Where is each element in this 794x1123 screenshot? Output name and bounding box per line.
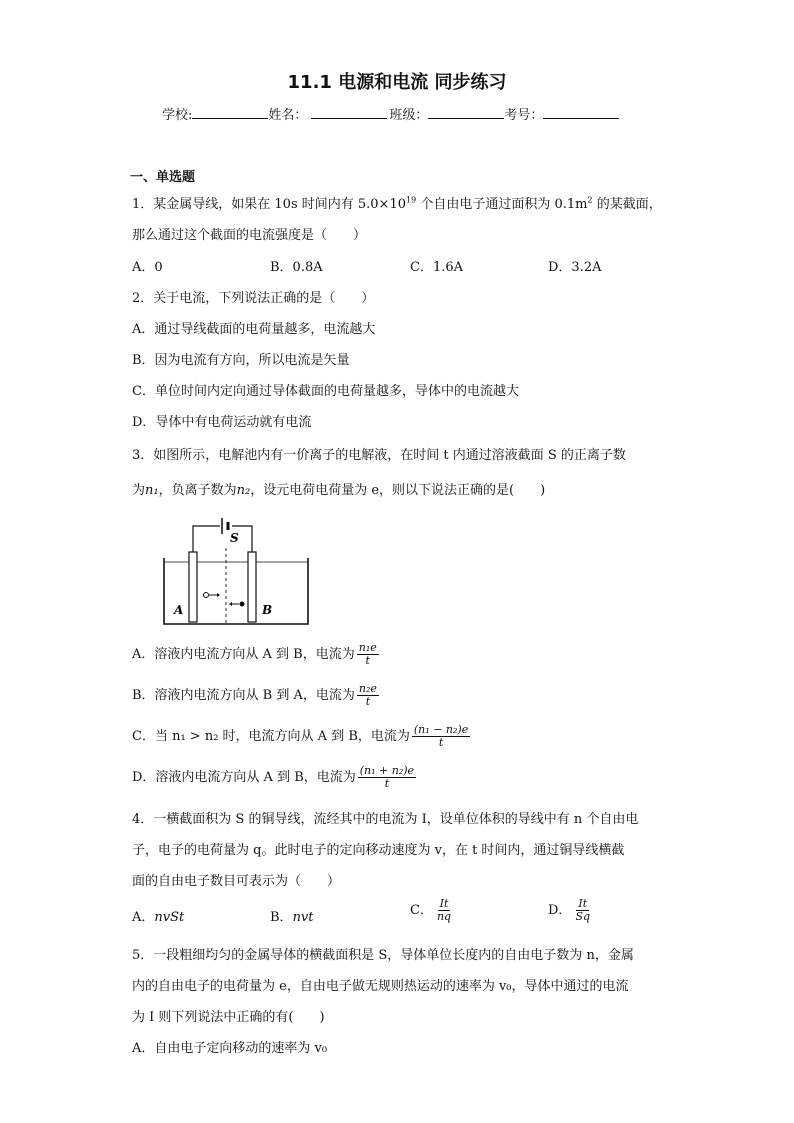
q3-option-b-text: B．溶液内电流方向从 B 到 A，电流为: [132, 688, 355, 703]
q4-option-b[interactable]: [270, 906, 314, 925]
number-label: 考号：: [504, 108, 544, 123]
school-blank[interactable]: [192, 106, 268, 119]
q5-stem-line3: 为 I 则下列说法中正确的有( ): [132, 1010, 325, 1025]
q4-option-d-label: D．: [548, 903, 572, 918]
q3-stem-line2: [132, 479, 545, 498]
fraction-numerator: It: [578, 897, 588, 910]
fraction-denominator: t: [365, 654, 370, 667]
q3-option-d[interactable]: [132, 765, 416, 790]
q3-stem-line1: 3．如图所示，电解池内有一价离子的电解液，在时间 t 内通过溶液截面 S 的正离子数: [132, 448, 626, 463]
name-label: 姓名：: [268, 108, 308, 123]
school-label: 学校:: [162, 108, 193, 123]
q4-option-c[interactable]: [410, 898, 453, 923]
q4-option-c-label: C．: [410, 903, 433, 918]
q3-option-d-fraction: [358, 765, 416, 790]
electrolytic-cell-figure: [160, 512, 312, 628]
fraction-numerator: n₂e: [358, 682, 377, 695]
class-label: 班级：: [389, 108, 429, 123]
student-info-line: [162, 104, 619, 123]
fraction-denominator: t: [365, 695, 371, 708]
q2-stem: 2．关于电流，下列说法正确的是（ ）: [132, 291, 375, 306]
q3-option-a-fraction: [357, 642, 379, 667]
label-b: B: [262, 603, 273, 617]
q4-stem-line3: 面的自由电子数目可表示为（ ）: [132, 874, 341, 889]
fraction-denominator: Sq: [575, 910, 591, 923]
q1-area-exponent: 2: [587, 195, 593, 205]
q1-stem-line1: [132, 193, 662, 212]
q1-option-d[interactable]: D．3.2A: [548, 260, 602, 275]
q2-option-d[interactable]: D．导体中有电荷运动就有电流: [132, 415, 312, 430]
q1-text-c: 的某截面，: [592, 197, 662, 212]
q2-option-b[interactable]: B．因为电流有方向，所以电流是矢量: [132, 353, 350, 368]
q2-option-c[interactable]: C．单位时间内定向通过导体截面的电荷量越多，导体中的电流越大: [132, 384, 519, 399]
q3-var-n1: n₁: [145, 483, 159, 498]
label-a: A: [174, 603, 184, 617]
page-title: 11.1 电源和电流 同步练习: [287, 72, 507, 93]
q4-option-b-label: B．: [270, 910, 293, 925]
q4-option-c-fraction: [435, 898, 453, 923]
q4-option-d-fraction: [573, 898, 592, 923]
q5-option-a[interactable]: A．自由电子定向移动的速率为 v₀: [132, 1041, 328, 1056]
q5-stem-line2: 内的自由电子的电荷量为 e，自由电子做无规则热运动的速率为 v₀，导体中通过的电流: [132, 979, 629, 994]
fraction-numerator: n₁e: [358, 641, 377, 654]
fraction-denominator: nq: [436, 910, 452, 923]
fraction-denominator: t: [438, 736, 444, 749]
q3-option-a[interactable]: [132, 642, 379, 667]
q1-stem-line2: 那么通过这个截面的电流强度是（ ）: [132, 228, 367, 243]
class-blank[interactable]: [428, 106, 504, 119]
q4-option-a-expr: nvSt: [154, 910, 185, 925]
q3-option-c-fraction: [412, 724, 470, 749]
q1-exponent: 19: [406, 195, 417, 205]
q3-var-n2: n₂: [236, 483, 251, 498]
q4-option-a[interactable]: [132, 906, 184, 925]
q1-text-a: 1．某金属导线，如果在 10s 时间内有 5.0×10: [132, 197, 406, 212]
q3-option-a-text: A．溶液内电流方向从 A 到 B，电流为: [132, 647, 355, 662]
q3-text-a: 为: [132, 483, 146, 498]
fraction-numerator: (n₁ + n₂)e: [359, 764, 415, 777]
number-blank[interactable]: [543, 106, 619, 119]
q3-option-b[interactable]: [132, 683, 379, 708]
q3-option-c[interactable]: [132, 724, 470, 749]
q4-stem-line2: 子，电子的电荷量为 q。此时电子的定向移动速度为 v，在 t 时间内，通过铜导线横截: [132, 843, 625, 858]
section-title: 一、单选题: [130, 170, 196, 185]
fraction-denominator: t: [384, 777, 390, 790]
q1-option-a[interactable]: A．0: [132, 260, 163, 275]
q4-option-b-expr: nvt: [292, 910, 314, 925]
q1-text-b: 个自由电子通过面积为 0.1m: [416, 197, 588, 212]
q3-text-b: ，负离子数为: [158, 483, 237, 498]
q4-option-a-label: A．: [132, 910, 155, 925]
q1-option-b[interactable]: B．0.8A: [270, 260, 323, 275]
q3-option-b-fraction: [357, 683, 379, 708]
fraction-numerator: It: [439, 897, 449, 910]
q1-option-c[interactable]: C．1.6A: [410, 260, 464, 275]
q2-option-a[interactable]: A．通过导线截面的电荷量越多，电流越大: [132, 322, 376, 337]
q3-option-d-text: D．溶液内电流方向从 A 到 B，电流为: [132, 770, 356, 785]
name-blank[interactable]: [311, 106, 387, 119]
fraction-numerator: (n₁ − n₂)e: [413, 723, 469, 736]
q5-stem-line1: 5．一段粗细均匀的金属导体的横截面积是 S，导体单位长度内的自由电子数为 n，金属: [132, 948, 634, 963]
q3-option-c-text: C．当 n₁ > n₂ 时，电流方向从 A 到 B，电流为: [132, 729, 410, 744]
q4-stem-line1: 4．一横截面积为 S 的铜导线，流经其中的电流为 I，设单位体积的导线中有 n 个自由电: [132, 812, 639, 827]
label-s: S: [230, 531, 239, 545]
q3-text-c: ，设元电荷电荷量为 e，则以下说法正确的是( ): [250, 483, 546, 498]
q4-option-d[interactable]: [548, 898, 592, 923]
